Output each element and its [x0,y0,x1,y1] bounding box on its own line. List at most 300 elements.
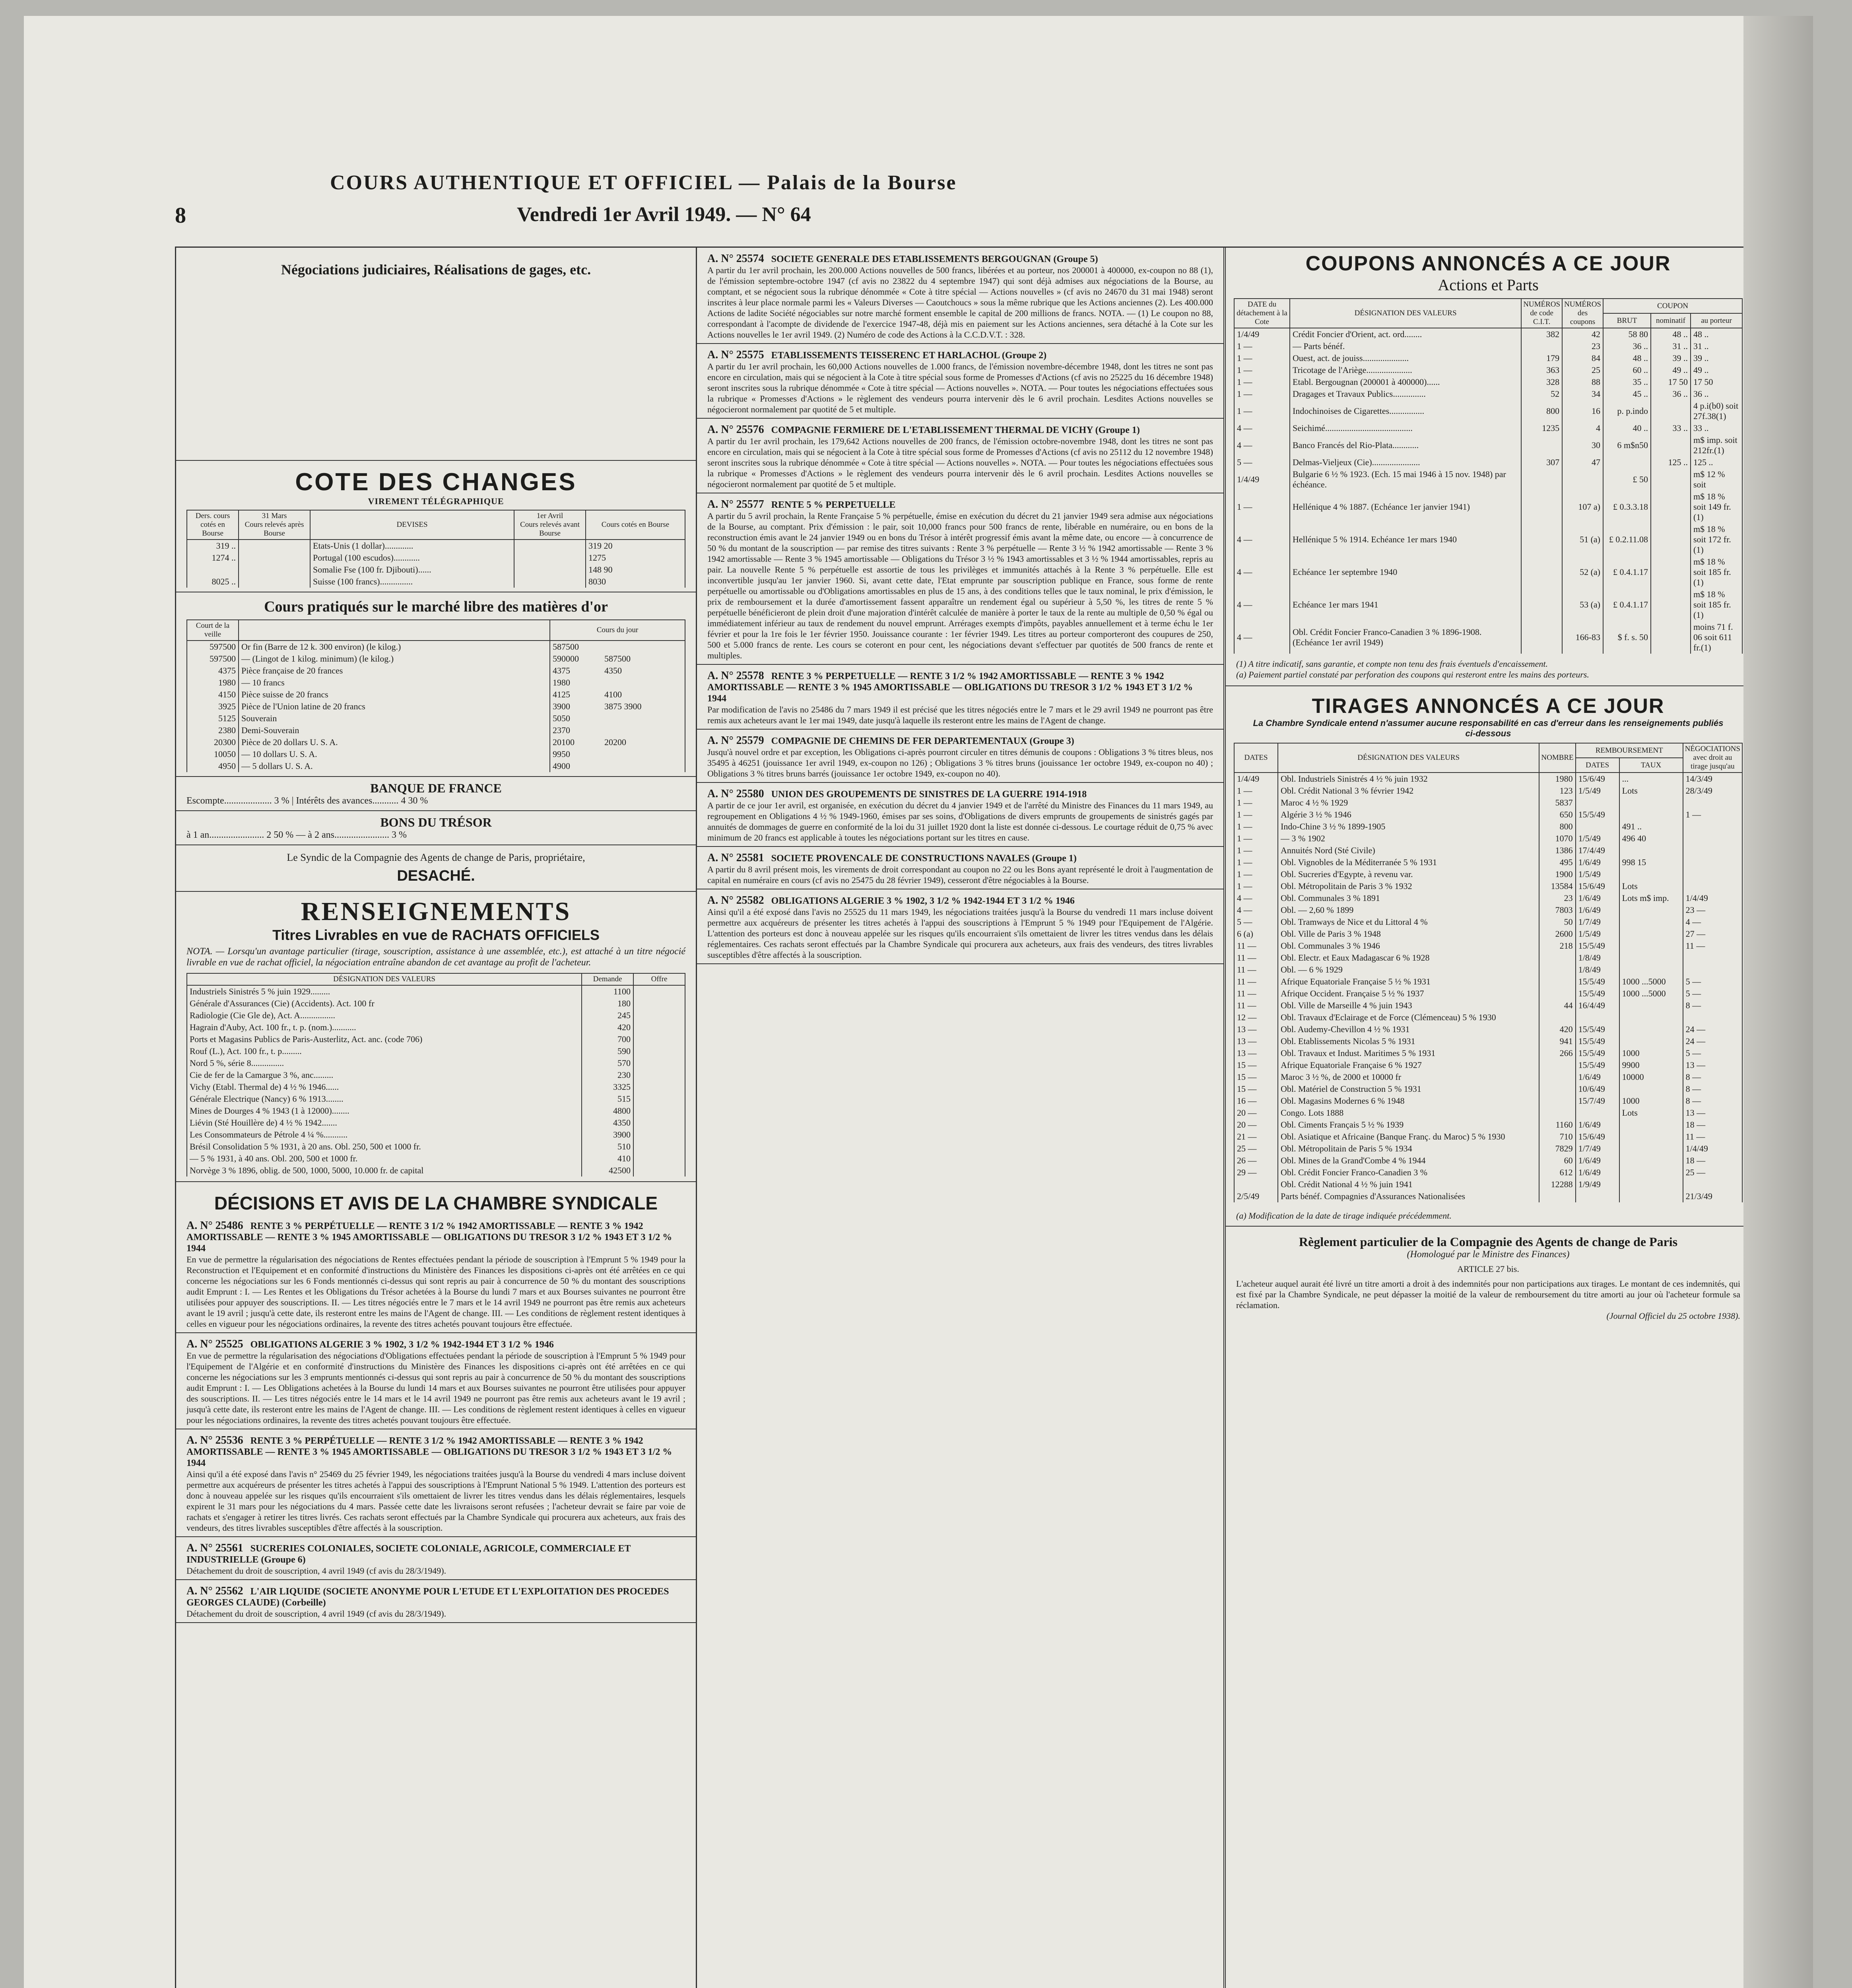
tirage-nombre: 1070 [1539,833,1575,845]
tirage-rdate: 15/5/49 [1576,940,1619,952]
tirage-taux [1619,1011,1683,1023]
coupon-num: 47 [1562,456,1603,468]
tirages-subtitle: La Chambre Syndicale entend n'assumer aucune responsabilité en cas d'erreur dans les renseignements publiés ci-dessous [1253,718,1724,738]
tirages-title: TIRAGES ANNONCÉS A CE JOUR [1312,695,1665,718]
cote-des-changes [176,468,696,592]
tirage-name: Obl. Crédit National 4 ½ % juin 1941 [1278,1178,1539,1190]
avis-body: Ainsi qu'il a été exposé dans l'avis no 25525 du 11 mars 1949, les négociations traitées jusqu'à la Bourse du vendredi 11 mars incluse doivent permettre aux acquéreurs de présenter les titres achetés à l'appui des souscriptions à l'Emprunt 5 % 1949 pour l'Equipement de l'Algérie. L'attention des porteurs est donc à nouveau appelée sur les risques qu'ils encourraient s'ils omettaient de livrer les titres vendus dans les délais réglementaires. Ces rachats seront effectués par la Chambre Syndicale qui procurera aux acheteurs, aux frais des vendeurs, des titres livrables susceptibles d'être affectés à la souscription. [707,907,1213,960]
rens-name: Vichy (Etabl. Thermal de) 4 ½ % 1946...... [187,1081,582,1093]
tirage-rdate: 17/4/49 [1576,845,1619,856]
tirage-name: Annuités Nord (Sté Civile) [1278,845,1539,856]
tirage-nombre: 1160 [1539,1119,1575,1131]
tirage-rdate: 1/8/49 [1576,952,1619,964]
table-row [1234,1155,1742,1167]
tirage-rdate: 1/6/49 [1576,1119,1619,1131]
newspaper-page [24,16,1813,1988]
tirage-nego: 11 — [1683,1131,1742,1143]
tirage-nombre: 60 [1539,1155,1575,1167]
tirage-name: Maroc 4 ½ % 1929 [1278,797,1539,809]
avis-number: A. N° 25578 [707,670,764,682]
tirage-taux [1619,1119,1683,1131]
table-row [187,1081,685,1093]
or-section [176,598,696,777]
tirage-nombre [1539,1059,1575,1071]
or-jour [550,760,685,772]
tirage-name: Obl. Travaux d'Eclairage et de Force (Clémenceau) 5 % 1930 [1278,1011,1539,1023]
avis-number: A. N° 25536 [186,1434,243,1446]
avis-number: A. N° 25582 [707,894,764,907]
table-row [1234,785,1742,797]
or-v2: 4100 [604,689,622,699]
cote-empty [514,552,586,564]
tirage-date: 1 — [1234,856,1278,868]
tirage-nego [1683,952,1742,964]
rens-name: Les Consommateurs de Pétrole 4 ¼ %........... [187,1129,582,1141]
tirage-nego: 27 — [1683,928,1742,940]
table-row [1234,880,1742,892]
rens-demande: 590 [582,1045,633,1057]
or-v1: 3900 [553,701,570,711]
tirage-nego: 14/3/49 [1683,773,1742,785]
coupon-porteur: 33 .. [1691,422,1742,434]
coupon-name: Seichimé........................................ [1290,422,1521,434]
table-row [187,1057,685,1069]
table-row [1234,556,1742,588]
table-row [1234,976,1742,988]
reglement-section [1226,1227,1751,1329]
coupon-code: 307 [1521,456,1562,468]
table-row [187,1033,685,1045]
bons-section [176,811,696,845]
table-row [1234,1107,1742,1119]
coupon-nominatif [1651,588,1691,621]
coupon-date: 1 — [1234,352,1290,364]
coupon-nominatif: 36 .. [1651,388,1691,400]
tirage-date: 1 — [1234,868,1278,880]
table-row [187,1141,685,1153]
tirage-nombre: 50 [1539,916,1575,928]
page-number: 8 [175,203,186,228]
tirage-rdate: 1/8/49 [1576,964,1619,976]
coupon-porteur: m$ 18 % soit 185 fr.(1) [1691,556,1742,588]
tirage-date: 11 — [1234,940,1278,952]
coupon-name: Echéance 1er mars 1941 [1290,588,1521,621]
tirage-taux [1619,845,1683,856]
col-or-desc [239,620,550,641]
table-row [1234,892,1742,904]
cote-value: 1275 [586,552,685,564]
tirage-rdate [1576,1107,1619,1119]
or-jour [550,748,685,760]
tirage-taux: Lots [1619,880,1683,892]
rens-name: Mines de Dourges 4 % 1943 (1 à 12000)........ [187,1105,582,1117]
tirage-taux [1619,809,1683,821]
coupon-brut: 35 .. [1603,376,1651,388]
avis-title: SOCIETE PROVENCALE DE CONSTRUCTIONS NAVALES (Groupe 1) [771,853,1077,864]
column-left [176,248,697,1988]
avis-number: A. N° 25580 [707,788,764,800]
table-row [1234,1023,1742,1035]
tirage-taux [1619,868,1683,880]
avis-heading [697,735,1223,747]
or-prev: 2380 [187,724,239,736]
avis-heading [697,852,1223,864]
rens-name: Rouf (L.), Act. 100 fr., t. p......... [187,1045,582,1057]
coupon-porteur: moins 71 f. 06 soit 611 fr.(1) [1691,621,1742,654]
tirage-nombre [1539,1095,1575,1107]
or-jour [550,712,685,724]
or-prev: 1980 [187,677,239,689]
tirage-taux [1619,1083,1683,1095]
coupon-nominatif [1651,523,1691,556]
avis-title: RENTE 3 % PERPETUELLE — RENTE 3 1/2 % 1942 AMORTISSABLE — RENTE 3 % 1942 AMORTISSABLE — RENTE 3 % 1945 AMORTISSABLE — OBLIGATIONS DU TRESOR 3 1/2 % 1943 ET 3 1/2 % 1944 [707,671,1193,704]
tirage-taux: Lots [1619,785,1683,797]
rens-name: Industriels Sinistrés 5 % juin 1929......... [187,985,582,998]
tirage-nego: 1/4/49 [1683,1143,1742,1155]
table-row [187,748,685,760]
rens-name: Ports et Magasins Publics de Paris-Austerlitz, Act. anc. (code 706) [187,1033,582,1045]
col-nego: NÉGOCIATIONS avec droit au tirage jusqu'au [1683,743,1742,773]
tirage-rdate: 15/6/49 [1576,880,1619,892]
tirage-nego [1683,833,1742,845]
coupon-code [1521,556,1562,588]
tirage-nombre: 2600 [1539,928,1575,940]
rens-offre [633,1093,685,1105]
coupon-name: Etabl. Bergougnan (200001 à 400000)...... [1290,376,1521,388]
coupon-brut: 48 .. [1603,352,1651,364]
avis-separator [176,1622,696,1623]
table-row [1234,376,1742,388]
tirage-taux: ... [1619,773,1683,785]
tirage-rdate: 16/4/49 [1576,1000,1619,1011]
coupon-date: 1 — [1234,491,1290,523]
rens-offre [633,1105,685,1117]
tirage-nombre [1539,1107,1575,1119]
tirage-taux [1619,1178,1683,1190]
table-row [1234,1000,1742,1011]
table-row [187,1117,685,1129]
rens-name: — 5 % 1931, à 40 ans. Obl. 200, 500 et 1000 fr. [187,1153,582,1165]
tirage-nombre: 44 [1539,1000,1575,1011]
table-row [1234,821,1742,833]
tirage-date: 25 — [1234,1143,1278,1155]
reglement-text: L'acheteur auquel aurait été livré un titre amorti a droit à des indemnités pour non participations aux tirages. Le montant de ces indemnités, qui est fixé par la Chambre Syndicale, ne peut dépasser la moitié de la valeur de remboursement du titre amorti au jour où l'acheteur formule sa réclamation. [1236,1279,1740,1310]
tirage-date: 11 — [1234,964,1278,976]
tirage-taux: 1000 ...5000 [1619,988,1683,1000]
or-v1: 9950 [553,749,570,759]
avis-number: A. N° 25577 [707,498,764,511]
coupon-num: 51 (a) [1562,523,1603,556]
coupon-nominatif: 48 .. [1651,328,1691,340]
coupon-porteur: 17 50 [1691,376,1742,388]
tirage-date [1234,1178,1278,1190]
coupon-code [1521,468,1562,491]
or-v1: 4125 [553,689,570,699]
col-court: Court de la veille [187,620,239,641]
coupon-nominatif [1651,434,1691,456]
tirage-date: 15 — [1234,1071,1278,1083]
tirage-taux: Lots m$ imp. [1619,892,1683,904]
cote-empty [514,540,586,552]
avis-title: OBLIGATIONS ALGERIE 3 % 1902, 3 1/2 % 1942-1944 ET 3 1/2 % 1946 [250,1340,554,1350]
tirage-nego [1683,1178,1742,1190]
table-row [1234,1119,1742,1131]
coupon-name: Indochinoises de Cigarettes................ [1290,400,1521,422]
avis-number: A. N° 25486 [186,1219,243,1232]
avis-heading [697,895,1223,907]
tirage-nombre: 495 [1539,856,1575,868]
or-desc: — 10 francs [239,677,550,689]
tirage-taux [1619,1155,1683,1167]
tirage-nego: 21/3/49 [1683,1190,1742,1202]
or-v1: 2370 [553,725,570,735]
or-desc: Demi-Souverain [239,724,550,736]
tirage-name: Obl. Ville de Marseille 4 % juin 1943 [1278,1000,1539,1011]
cote-rows [187,540,685,588]
cote-empty [239,576,310,588]
table-row [1234,833,1742,845]
tirage-name: Parts bénéf. Compagnies d'Assurances Nationalisées [1278,1190,1539,1202]
tirage-name: Obl. Ciments Français 5 ½ % 1939 [1278,1119,1539,1131]
tirage-name: Obl. Mines de la Grand'Combe 4 % 1944 [1278,1155,1539,1167]
table-row [1234,1131,1742,1143]
tirage-name: Obl. Audemy-Chevillon 4 ½ % 1931 [1278,1023,1539,1035]
tirage-nombre: 800 [1539,821,1575,833]
tirage-nego: 8 — [1683,1083,1742,1095]
tirage-rdate: 1/7/49 [1576,1143,1619,1155]
avis-heading [176,1586,696,1608]
rens-demande: 410 [582,1153,633,1165]
tirage-rdate: 15/6/49 [1576,1131,1619,1143]
avis-heading [176,1435,696,1469]
rens-demande: 700 [582,1033,633,1045]
coupon-porteur: m$ 12 % soit [1691,468,1742,491]
avis-number: A. N° 25562 [186,1585,243,1597]
tirage-nombre [1539,976,1575,988]
tirage-taux [1619,1035,1683,1047]
tirage-taux: 491 .. [1619,821,1683,833]
tirage-date: 16 — [1234,1095,1278,1107]
tirage-nombre: 23 [1539,892,1575,904]
negociations-section [176,261,696,461]
tirage-rdate: 15/6/49 [1576,773,1619,785]
banque-section [176,777,696,811]
tirage-rdate: 15/5/49 [1576,1059,1619,1071]
coupon-nominatif: 31 .. [1651,340,1691,352]
coupon-name: Ouest, act. de jouiss..................... [1290,352,1521,364]
avis-separator [697,418,1223,419]
or-v1: 587500 [553,642,579,652]
tirage-rdate [1576,1190,1619,1202]
rens-demande: 230 [582,1069,633,1081]
or-desc: Pièce française de 20 frances [239,665,550,677]
tirage-nombre: 5837 [1539,797,1575,809]
avis-heading [697,788,1223,800]
or-desc: Or fin (Barre de 12 k. 300 environ) (le kilog.) [239,641,550,653]
or-table [186,619,685,772]
tirage-date: 1 — [1234,845,1278,856]
tirage-nombre: 420 [1539,1023,1575,1035]
tirage-nombre [1539,1190,1575,1202]
tirage-nego: 11 — [1683,940,1742,952]
col-cotes: Cours cotés en Bourse [586,510,685,540]
table-row [1234,352,1742,364]
tirage-name: Congo. Lots 1888 [1278,1107,1539,1119]
col-coupon: COUPON [1603,299,1742,313]
table-row [187,677,685,689]
table-row [1234,916,1742,928]
tirage-nombre [1539,1071,1575,1083]
tirage-date: 11 — [1234,1000,1278,1011]
or-jour [550,724,685,736]
tirage-nego: 24 — [1683,1035,1742,1047]
tirage-date: 4 — [1234,904,1278,916]
avis-title: ETABLISSEMENTS TEISSERENC ET HARLACHOL (Groupe 2) [771,350,1047,361]
coupon-code: 363 [1521,364,1562,376]
tirage-taux [1619,928,1683,940]
avis-heading [697,253,1223,265]
table-row [1234,400,1742,422]
tirage-nombre: 7829 [1539,1143,1575,1155]
tirage-date: 1 — [1234,797,1278,809]
cote-empty [239,564,310,576]
tirage-nego: 5 — [1683,976,1742,988]
rens-name: Norvège 3 % 1896, oblig. de 500, 1000, 5000, 10.000 fr. de capital [187,1165,582,1176]
decisions-title: DÉCISIONS ET AVIS DE LA CHAMBRE SYNDICALE [214,1193,658,1213]
tirage-date: 6 (a) [1234,928,1278,940]
tirage-nego: 13 — [1683,1107,1742,1119]
coupon-date: 4 — [1234,556,1290,588]
tirage-rdate: 15/7/49 [1576,1095,1619,1107]
tirage-date: 13 — [1234,1047,1278,1059]
tirage-name: Obl. Tramways de Nice et du Littoral 4 % [1278,916,1539,928]
tirage-nego: 4 — [1683,916,1742,928]
tirage-taux: 9900 [1619,1059,1683,1071]
coupon-nominatif [1651,621,1691,654]
rens-demande: 4350 [582,1117,633,1129]
table-row [1234,868,1742,880]
bons-text: à 1 an....................... 2 50 % — à 2 ans....................... 3 % [186,830,407,840]
coupon-brut: p. p.indo [1603,400,1651,422]
tirage-name: Obl. Communales 3 % 1946 [1278,940,1539,952]
tirage-date: 12 — [1234,1011,1278,1023]
or-prev: 4375 [187,665,239,677]
avis-separator [697,846,1223,847]
rens-offre [633,985,685,998]
coupon-code: 800 [1521,400,1562,422]
bons-title: BONS DU TRÉSOR [380,815,492,829]
rens-subtitle: Titres Livrables en vue de RACHATS OFFICIELS [272,927,600,943]
coupon-nominatif: 125 .. [1651,456,1691,468]
tirage-rdate: 15/5/49 [1576,1023,1619,1035]
rens-demande: 1100 [582,985,633,998]
tirage-nego [1683,845,1742,856]
tirage-name: Obl. Crédit National 3 % février 1942 [1278,785,1539,797]
coupon-porteur: 39 .. [1691,352,1742,364]
table-row [1234,773,1742,785]
rens-name: Nord 5 %, série 8............... [187,1057,582,1069]
or-v1: 20100 [553,737,575,747]
table-row [187,712,685,724]
rens-table [186,973,685,1176]
col-date: DATE du détachement à la Cote [1234,299,1290,328]
reglement-article: ARTICLE 27 bis. [1457,1264,1519,1274]
avis-separator [176,1536,696,1537]
coupon-date: 4 — [1234,434,1290,456]
coupon-date: 1/4/49 [1234,328,1290,340]
tirage-nombre: 1386 [1539,845,1575,856]
or-prev: 3925 [187,701,239,712]
cote-value: 319 20 [586,540,685,552]
tirage-nombre: 218 [1539,940,1575,952]
tirage-name: Obl. Sucreries d'Egypte, à revenu var. [1278,868,1539,880]
tirage-name: Obl. Industriels Sinistrés 4 ½ % juin 1932 [1278,773,1539,785]
or-desc: — (Lingot de 1 kilog. minimum) (le kilog.) [239,653,550,665]
tirage-date: 1 — [1234,785,1278,797]
tirage-rdate: 1/6/49 [1576,904,1619,916]
page-spine-shadow [1743,16,1813,1988]
coupon-num: 16 [1562,400,1603,422]
table-row [1234,1143,1742,1155]
table-row [187,1010,685,1021]
tirage-date: 5 — [1234,916,1278,928]
coupons-notes [1226,658,1751,680]
coupon-porteur: m$ 18 % soit 149 fr.(1) [1691,491,1742,523]
tirage-rdate: 15/5/49 [1576,1047,1619,1059]
cote-title: COTE DES CHANGES [295,468,577,496]
or-v1: 5050 [553,713,570,723]
tirage-nego [1683,1011,1742,1023]
tirage-rdate: 1/5/49 [1576,868,1619,880]
avis-body: A partir du 1er avril prochain, les 179,642 Actions nouvelles de 200 francs, de l'émission octobre-novembre 1948, dont les titres ne sont pas encore en circulation, mais qui se négocient à la Cote à titre spécial sous forme de Promesses d'Actions (cf avis no 25112 du 12 novembre 1948) seront inscrites sous la rubrique dénommée « Cote à titre spécial — Actions nouvelles ». NOTA. — Pour toutes les négociations effectuées sous la rubrique « Promesses d'Actions » le règlement des vendeurs pourra intervenir dès le 6 avril prochain. Lesdites Actions nouvelles se négocieront normalement par quotité de 5 et multiple. [707,436,1213,489]
tirage-name: Obl. — 2,60 % 1899 [1278,904,1539,916]
tirage-rdate [1576,1011,1619,1023]
rens-demande: 515 [582,1093,633,1105]
tirage-nego: 18 — [1683,1119,1742,1131]
tirage-date: 1 — [1234,821,1278,833]
cote-empty [514,576,586,588]
tirages-rows [1234,773,1742,1202]
page-title: COURS AUTHENTIQUE ET OFFICIEL — Palais de la Bourse [330,171,957,194]
tirage-date: 1 — [1234,809,1278,821]
decisions-list [176,1220,696,1623]
avis-body: A partir du 8 avril présent mois, les virements de droit correspondant au coupon no 22 ou les Bons ayant représenté le droit à l'augmentation de capital en numéraire en cours (cf avis no 25475 du 28 février 1949), cesseront d'être négociables à la Bourse. [707,864,1213,885]
coupon-note: (a) Paiement partiel constaté par perforation des coupons qui resteront entre les mains des porteurs. [1236,670,1589,679]
coupon-num: 166-83 [1562,621,1603,654]
coupon-porteur: m$ 18 % soit 172 fr.(1) [1691,523,1742,556]
coupon-date: 1 — [1234,340,1290,352]
tirage-nombre: 7803 [1539,904,1575,916]
or-jour [550,665,685,677]
avis-body: A partir du 5 avril prochain, la Rente Française 5 % perpétuelle, émise en exécution du décret du 21 janvier 1949 sera admise aux négociations de la Bourse, au comptant. Prix d'émission : le pair, soit 10,000 francs pour 500 francs de rente, libérable en numéraire, ou en bons de la reconstruction émis avant le 24 janvier 1949 ou en bons du Trésor à intérêt progressif émis avant la même date, ou encore — à concurrence de 50 % du montant de la souscription — par remise des titres suivants : Rente 3 % perpétuelle — Rente 3 ½ % 1942 amortissable — Rente 3 % 1942 amortissable — Rente 3 % 1945 amortissable — Obligations du Trésor 3 ½ % 1943 amortissables et 3 ½ % 1944 amortissables, repris au pair. La nouvelle Rente 5 % perpétuelle est assortie de tous les privilèges et immunités attachés à la Rente 3 % perpétuelle. Elle est inconvertible jusqu'au 1er janvier 1960. Si, avant cette date, l'Etat emprunte par souscription publique en France, sous forme de rente perpétuelle ou amortissable ou d'Obligations amortissables en plus de 15 ans, à des conditions telles que le taux nominal, le prix d'émission, le prix de remboursement et la durée d'amortissement fassent apparaître un rendement égal ou supérieur à 5,50 %, les titres de rente 5 % perpétuelle bénéficieront de plein droit d'une majoration d'intérêt calculée de manière à porter le taux de la rente au multiple de 0,50 % égal ou immédiatement inférieur au taux de rendement du nouvel emprunt. Arrérages exempts d'impôts, payables annuellement et à terme échu le 1er février et pour la 1re fois le 1er février 1950. Jouissance courante : 1er février 1949. Les titres au porteur comporteront des coupures de 250, 500 et 5.000 francs de rente. Les cours se coteront en pour cent, les négociations devant s'effectuer par quotités de 500 francs de rente et multiples. [707,511,1213,660]
table-row [187,1165,685,1176]
avis-body: En vue de permettre la régularisation des négociations de Rentes effectuées pendant la période de souscription à l'Emprunt 5 % 1949 pour la Reconstruction et l'Equipement et en conformité d'instructions du Ministère des Finances les dispositions ci-après ont été arrêtées en ce qui concerne les négociations sur les 6 Fonds mentionnés ci-dessus qui sont repris au pair à concurrence de 50 % du montant des souscriptions audit Emprunt : I. — Les Rentes et les Obligations du Trésor achetées à la Bourse du lundi 7 mars et aux Bourses suivantes ne pourront être utilisées pour appuyer des souscriptions. II. — Les titres négociés entre le 7 mars et le 14 avril 1949 ne pourront pas être remis aux acheteurs avant le 19 avril ; jusqu'à cette date, ils resteront entre les mains de l'Agent de change. III. — Les conditions de règlement restent identiques à celles en vigueur pour les négociations ordinaires, la revente des titres achetés pouvant toujours être effectuée. [186,1254,685,1329]
table-row [187,1093,685,1105]
tirage-name: Afrique Equatoriale Française 5 ½ % 1931 [1278,976,1539,988]
coupon-date: 1 — [1234,364,1290,376]
tirage-taux [1619,1131,1683,1143]
rens-offre [633,1165,685,1176]
coupons-table [1234,298,1743,654]
coupon-date: 1 — [1234,400,1290,422]
tirage-name: Obl. Métropolitain de Paris 3 % 1932 [1278,880,1539,892]
table-row [1234,940,1742,952]
avis-body: Ainsi qu'il a été exposé dans l'avis n° 25469 du 25 février 1949, les négociations traitées jusqu'à la Bourse du vendredi 4 mars incluse doivent permettre aux acquéreurs de présenter les titres achetés à l'appui des souscriptions à l'Emprunt National 5 % 1949. L'attention des porteurs est donc à nouveau appelée sur les risques qu'ils encourraient s'ils omettaient de livrer les titres vendus dans les délais réglementaires, lesquels expirent le 31 mars pour les négociations du 4 mars. Passée cette date les livraisons seront refusées ; l'acheteur devrait se faire par voie de rachats et s'engager à retirer les titres livrés. Ces rachats seront effectués par la Chambre Syndicale qui procurera aux acheteurs, aux frais des vendeurs, des titres livrables susceptibles d'être affectés à la souscription. [186,1469,685,1533]
table-row [1234,845,1742,856]
col-offre: Offre [633,973,685,985]
coupon-num: 4 [1562,422,1603,434]
coupon-brut: £ 0.2.11.08 [1603,523,1651,556]
